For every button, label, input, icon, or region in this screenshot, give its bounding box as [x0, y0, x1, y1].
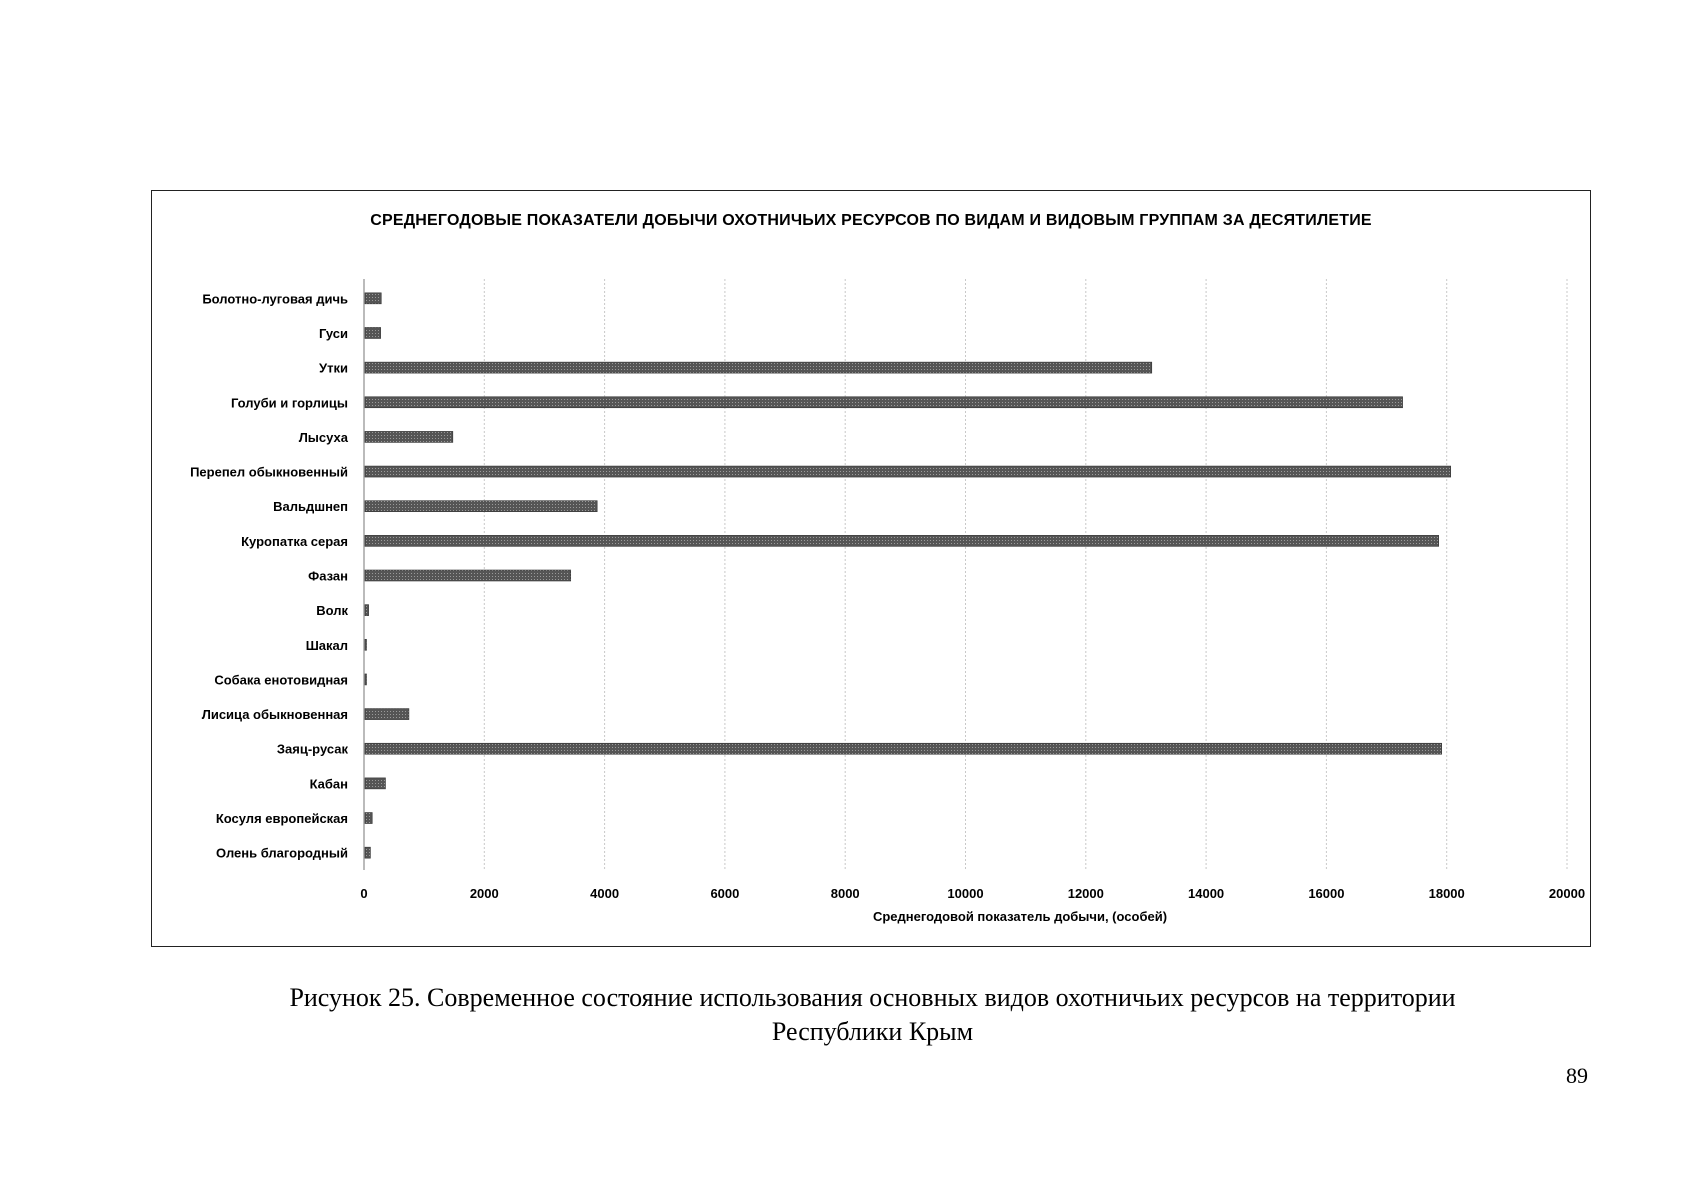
x-tick-label: 14000 — [1188, 886, 1225, 901]
x-tick-label: 16000 — [1308, 886, 1345, 901]
bar — [365, 674, 367, 685]
category-label: Болотно-луговая дичь — [202, 291, 348, 307]
bar — [365, 466, 1451, 477]
category-label: Волк — [316, 603, 348, 619]
category-label: Утки — [319, 360, 348, 376]
x-tick-label: 12000 — [1067, 886, 1104, 901]
bar — [365, 293, 381, 304]
caption-line-1: Рисунок 25. Современное состояние использования основных видов охотничьих ресурсов на территории — [289, 983, 1456, 1012]
bar — [365, 535, 1439, 546]
category-label: Перепел обыкновенный — [190, 464, 348, 480]
bar — [365, 397, 1403, 408]
bar — [365, 639, 367, 650]
page-number: 89 — [1566, 1063, 1588, 1088]
category-label: Шакал — [305, 637, 348, 653]
x-tick-label: 6000 — [710, 886, 740, 901]
x-tick-label: 20000 — [1548, 886, 1586, 901]
category-label: Заяц-русак — [276, 741, 348, 757]
bar — [365, 778, 385, 789]
category-label: Олень благородный — [216, 845, 348, 861]
x-tick-label: 4000 — [590, 886, 620, 901]
category-label: Фазан — [308, 568, 348, 584]
category-label: Собака енотовидная — [214, 672, 348, 688]
category-label: Куропатка серая — [241, 533, 348, 549]
x-tick-label: 18000 — [1428, 886, 1465, 901]
x-tick-label: 2000 — [469, 886, 499, 901]
bar — [365, 709, 409, 720]
bar — [365, 813, 372, 824]
category-label: Вальдшнеп — [273, 499, 348, 515]
x-tick-label: 10000 — [947, 886, 984, 901]
bar — [365, 362, 1152, 373]
category-label: Лисица обыкновенная — [201, 707, 348, 723]
chart-title: СРЕДНЕГОДОВЫЕ ПОКАЗАТЕЛИ ДОБЫЧИ ОХОТНИЧЬИХ РЕСУРСОВ ПО ВИДАМ И ВИДОВЫМ ГРУППАМ ЗА ДЕСЯТИЛЕТИЕ — [370, 212, 1372, 229]
bar — [365, 501, 597, 512]
bar — [365, 431, 453, 442]
bar — [365, 847, 370, 858]
bar — [365, 570, 571, 581]
category-label: Голуби и горлицы — [230, 395, 348, 411]
category-label: Гуси — [318, 325, 348, 341]
bar — [365, 605, 369, 616]
category-label: Кабан — [309, 776, 348, 792]
caption-line-2: Республики Крым — [771, 1017, 974, 1046]
x-axis-label: Среднегодовой показатель добычи, (особей) — [872, 909, 1168, 924]
bar — [365, 327, 381, 338]
figure-caption — [0, 981, 1695, 1049]
category-label: Косуля европейская — [215, 811, 348, 827]
x-tick-label: 8000 — [830, 886, 860, 901]
category-label: Лысуха — [298, 429, 348, 445]
x-tick-label: 0 — [360, 886, 368, 901]
bar — [365, 743, 1442, 754]
